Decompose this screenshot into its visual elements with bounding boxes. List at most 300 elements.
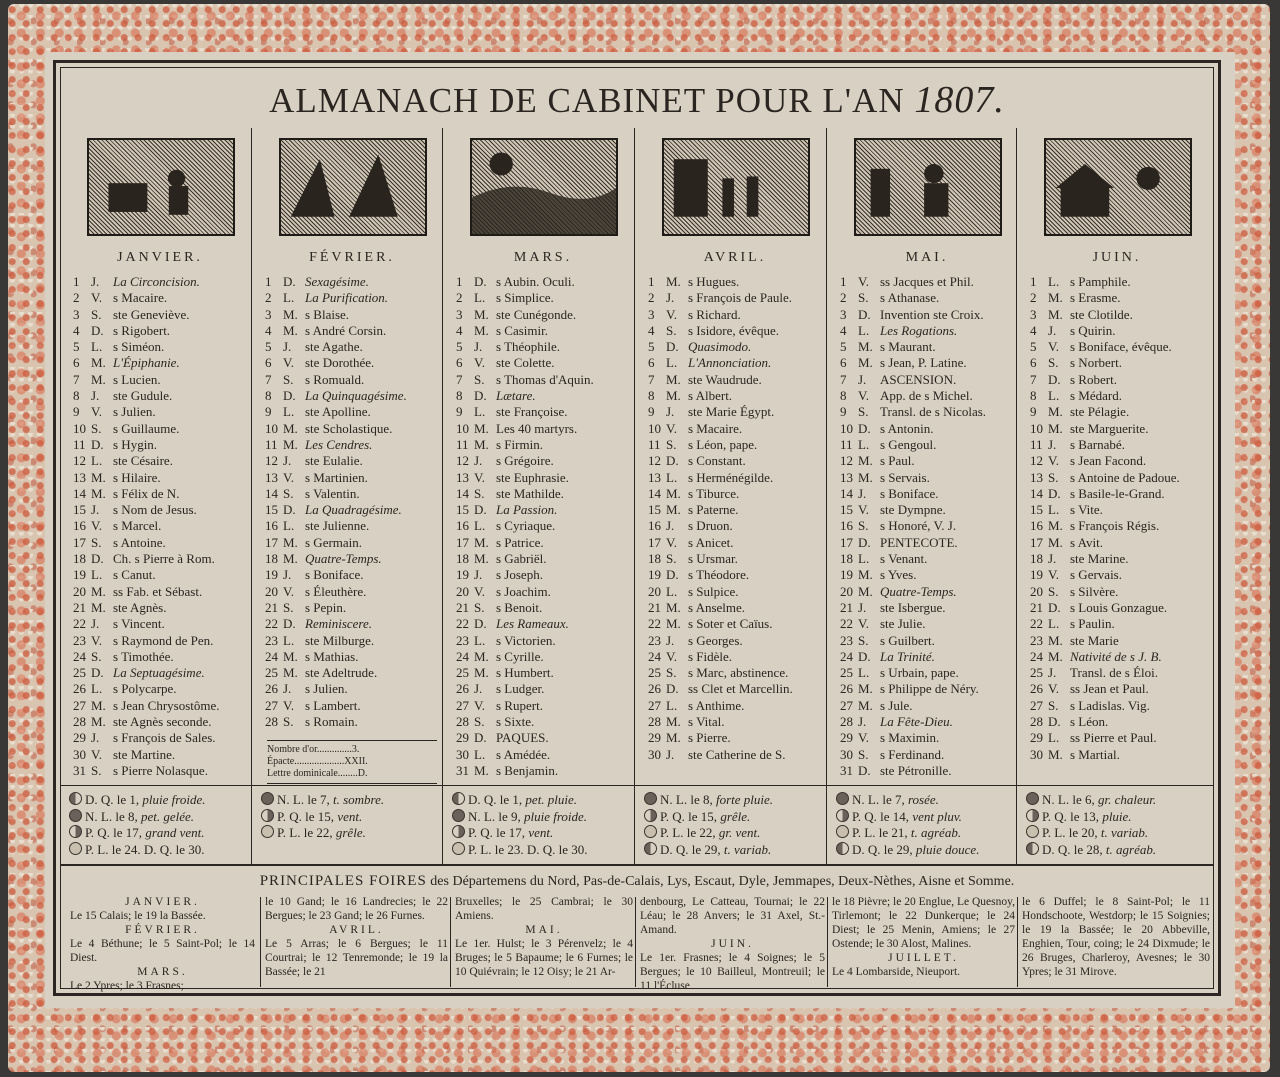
- weekday-letter: M.: [666, 371, 681, 387]
- day-number: 17: [73, 534, 86, 550]
- weekday-letter: V.: [858, 388, 869, 404]
- moon-nl-icon: [69, 809, 82, 822]
- day-row: [265, 665, 449, 681]
- day-row: [1030, 274, 1214, 290]
- saint-or-feast: s Ladislas. Vig.: [1070, 697, 1150, 713]
- day-row: [648, 437, 832, 453]
- foires-column: [1022, 895, 1210, 979]
- moon-pq-icon: [69, 825, 82, 838]
- day-row: [648, 453, 832, 469]
- weekday-letter: M.: [858, 355, 873, 371]
- weekday-letter: M.: [666, 616, 681, 632]
- day-number: 16: [265, 518, 278, 534]
- saint-or-feast: s Casimir.: [496, 322, 549, 338]
- day-row: [73, 763, 257, 779]
- day-row: [1030, 290, 1214, 306]
- day-list: [840, 274, 1024, 779]
- day-number: 15: [456, 502, 469, 518]
- day-row: [648, 714, 832, 730]
- day-number: 11: [648, 436, 661, 452]
- weekday-letter: S.: [666, 665, 677, 681]
- month-name: MAI.: [905, 250, 949, 265]
- day-number: 29: [456, 730, 469, 746]
- day-number: 13: [456, 469, 469, 485]
- day-row: [456, 323, 640, 339]
- saint-or-feast: s Jean Facond.: [1070, 453, 1147, 469]
- day-row: [265, 307, 449, 323]
- day-row: [265, 649, 449, 665]
- saint-or-feast: s Félix de N.: [113, 485, 180, 501]
- day-number: 3: [265, 306, 272, 322]
- day-row: [73, 681, 257, 697]
- day-number: 31: [456, 762, 469, 778]
- saint-or-feast: s Siméon.: [113, 339, 165, 355]
- saint-or-feast: s Raymond de Pen.: [113, 632, 214, 648]
- saint-or-feast: s Athanase.: [880, 290, 940, 306]
- weekday-letter: M.: [858, 583, 873, 599]
- weekday-letter: M.: [283, 551, 298, 567]
- day-row: [73, 567, 257, 583]
- moon-nl-icon: [452, 809, 465, 822]
- woodcut-illustration: [854, 138, 1002, 236]
- moon-dq-icon: [1026, 842, 1039, 855]
- weekday-letter: L.: [858, 551, 870, 567]
- day-number: 9: [73, 404, 80, 420]
- saint-or-feast: s Jean, P. Latine.: [880, 355, 967, 371]
- saint-or-feast: L'Annonciation.: [688, 355, 772, 371]
- day-row: [265, 698, 449, 714]
- month-name: FÉVRIER.: [309, 250, 395, 265]
- saint-or-feast: s Louis Gonzague.: [1070, 599, 1168, 615]
- day-number: 23: [265, 632, 278, 648]
- weekday-letter: V.: [283, 697, 294, 713]
- day-row: [840, 535, 1024, 551]
- weekday-letter: M.: [1048, 404, 1063, 420]
- moon-phase-line: [1026, 792, 1216, 809]
- foires-text: le 10 Gand; le 16 Landrecies; le 22 Bergues; le 23 Gand; le 26 Furnes.: [265, 896, 448, 922]
- day-number: 19: [1030, 567, 1043, 583]
- day-row: [456, 600, 640, 616]
- weekday-letter: L.: [283, 518, 295, 534]
- day-number: 11: [456, 436, 469, 452]
- day-row: [1030, 584, 1214, 600]
- weekday-letter: L.: [283, 290, 295, 306]
- weekday-letter: J.: [1048, 551, 1057, 567]
- saint-or-feast: s Martial.: [1070, 746, 1120, 762]
- moon-phase-date: P. Q. le 14,: [852, 808, 910, 824]
- day-row: [73, 584, 257, 600]
- weekday-letter: J.: [1048, 436, 1057, 452]
- day-row: [456, 355, 640, 371]
- day-number: 24: [840, 648, 853, 664]
- saint-or-feast: s Georges.: [688, 632, 743, 648]
- weekday-letter: J.: [1048, 665, 1057, 681]
- day-number: 14: [456, 485, 469, 501]
- day-number: 19: [73, 567, 86, 583]
- day-row: [456, 307, 640, 323]
- foires-text: Bruxelles; le 25 Cambrai; le 30 Amiens.: [455, 896, 633, 922]
- day-row: [456, 616, 640, 632]
- day-number: 2: [265, 290, 272, 306]
- saint-or-feast: ste Julienne.: [305, 518, 370, 534]
- day-number: 28: [265, 714, 278, 730]
- day-number: 21: [648, 599, 661, 615]
- day-row: [648, 502, 832, 518]
- day-row: [73, 551, 257, 567]
- day-row: [456, 339, 640, 355]
- weekday-letter: J.: [666, 404, 675, 420]
- day-list: [456, 274, 640, 779]
- weekday-letter: L.: [283, 632, 295, 648]
- weekday-letter: S.: [91, 762, 102, 778]
- saint-or-feast: Transl. de s Éloi.: [1070, 665, 1158, 681]
- day-number: 7: [1030, 371, 1037, 387]
- day-number: 26: [73, 681, 86, 697]
- day-row: [1030, 453, 1214, 469]
- moon-phase-line: [644, 809, 834, 826]
- moon-phase-line: [261, 825, 451, 842]
- day-row: [648, 698, 832, 714]
- saint-or-feast: La Septuagésime.: [113, 665, 205, 681]
- weekday-letter: V.: [666, 306, 677, 322]
- saint-or-feast: ste Euphrasie.: [496, 469, 569, 485]
- foires-month: MARS.: [137, 966, 188, 978]
- day-row: [456, 633, 640, 649]
- day-row: [265, 388, 449, 404]
- weekday-letter: J.: [474, 567, 483, 583]
- saint-or-feast: s Boniface, évêque.: [1070, 339, 1172, 355]
- day-row: [456, 665, 640, 681]
- day-row: [1030, 518, 1214, 534]
- day-number: 14: [840, 485, 853, 501]
- saint-or-feast: s François de Sales.: [113, 730, 216, 746]
- day-row: [265, 502, 449, 518]
- day-row: [648, 681, 832, 697]
- moon-phases: [1026, 792, 1216, 858]
- saint-or-feast: ste Colette.: [496, 355, 555, 371]
- moon-nl-icon: [261, 792, 274, 805]
- weekday-letter: D.: [666, 567, 679, 583]
- moon-phase-line: [836, 825, 1026, 842]
- day-number: 5: [456, 339, 463, 355]
- day-number: 15: [1030, 502, 1043, 518]
- weekday-letter: M.: [666, 714, 681, 730]
- saint-or-feast: s Firmin.: [496, 436, 543, 452]
- day-number: 25: [265, 665, 278, 681]
- saint-or-feast: ste Clotilde.: [1070, 306, 1133, 322]
- day-row: [840, 518, 1024, 534]
- day-number: 5: [840, 339, 847, 355]
- day-number: 9: [648, 404, 655, 420]
- saint-or-feast: s Ursmar.: [688, 551, 738, 567]
- saint-or-feast: ste Waudrude.: [688, 371, 762, 387]
- weekday-letter: S.: [474, 599, 485, 615]
- day-row: [648, 567, 832, 583]
- weekday-letter: L.: [474, 404, 486, 420]
- day-row: [456, 730, 640, 746]
- saint-or-feast: s Blaise.: [305, 306, 350, 322]
- day-row: [73, 633, 257, 649]
- saint-or-feast: s Quirin.: [1070, 322, 1116, 338]
- month-column-1: [257, 128, 447, 864]
- weekday-letter: D.: [1048, 714, 1061, 730]
- foires-divider: [1017, 897, 1018, 987]
- day-number: 21: [840, 599, 853, 615]
- day-number: 22: [1030, 616, 1043, 632]
- moon-weather: t. agréab.: [910, 825, 962, 840]
- day-row: [840, 551, 1024, 567]
- weekday-letter: J.: [91, 274, 100, 289]
- day-number: 12: [73, 453, 86, 469]
- moon-pq-icon: [452, 825, 465, 838]
- weekday-letter: L.: [474, 518, 486, 534]
- day-number: 2: [1030, 290, 1037, 306]
- foires-column: [640, 895, 825, 993]
- day-row: [840, 681, 1024, 697]
- day-number: 13: [648, 469, 661, 485]
- moon-phase-date: N. L. le 8,: [85, 808, 138, 824]
- saint-or-feast: s Guilbert.: [880, 632, 935, 648]
- day-number: 31: [840, 762, 853, 778]
- saint-or-feast: s Fidèle.: [688, 648, 733, 664]
- weekday-letter: V.: [283, 469, 294, 485]
- day-number: 29: [73, 730, 86, 746]
- saint-or-feast: s Ludger.: [496, 681, 545, 697]
- day-number: 5: [73, 339, 80, 355]
- day-row: [265, 486, 449, 502]
- day-number: 12: [648, 453, 661, 469]
- day-row: [456, 681, 640, 697]
- day-row: [840, 290, 1024, 306]
- weekday-letter: J.: [283, 339, 292, 355]
- saint-or-feast: s Anselme.: [688, 599, 746, 615]
- weekday-letter: V.: [283, 355, 294, 371]
- day-row: [73, 339, 257, 355]
- day-number: 6: [840, 355, 847, 371]
- day-number: 3: [648, 306, 655, 322]
- moon-phase-line: [69, 825, 259, 842]
- weekday-letter: S.: [1048, 469, 1059, 485]
- weekday-letter: L.: [1048, 616, 1060, 632]
- day-row: [648, 600, 832, 616]
- moon-phase-date: P. L. le 22,: [277, 825, 333, 840]
- day-number: 18: [648, 551, 661, 567]
- day-number: 5: [1030, 339, 1037, 355]
- weekday-letter: M.: [858, 697, 873, 713]
- weekday-letter: M.: [858, 339, 873, 355]
- day-row: [1030, 714, 1214, 730]
- saint-or-feast: ss Clet et Marcellin.: [688, 681, 793, 697]
- saint-or-feast: s Cyrille.: [496, 648, 544, 664]
- weekday-letter: D.: [1048, 371, 1061, 387]
- saint-or-feast: s Léon.: [1070, 714, 1109, 730]
- moon-weather: grand vent.: [145, 825, 205, 840]
- weekday-letter: M.: [283, 420, 298, 436]
- weekday-letter: M.: [91, 355, 106, 371]
- saint-or-feast: ste Geneviève.: [113, 306, 190, 322]
- weekday-letter: M.: [474, 534, 489, 550]
- day-row: [840, 698, 1024, 714]
- moon-dq-icon: [836, 842, 849, 855]
- moon-phases: [644, 792, 834, 858]
- column-divider: [826, 128, 827, 864]
- weekday-letter: V.: [666, 420, 677, 436]
- moon-nl-icon: [644, 792, 657, 805]
- weekday-letter: S.: [283, 371, 294, 387]
- moon-pq-icon: [836, 809, 849, 822]
- moon-phase-line: [1026, 825, 1216, 842]
- day-row: [648, 339, 832, 355]
- saint-or-feast: ste Mathilde.: [496, 485, 564, 501]
- moon-phase-line: [261, 792, 451, 809]
- woodcut-illustration: [279, 138, 427, 236]
- day-row: [456, 421, 640, 437]
- weekday-letter: V.: [1048, 453, 1059, 469]
- woodcut-illustration: [662, 138, 810, 236]
- day-number: 26: [456, 681, 469, 697]
- month-column-2: [448, 128, 638, 864]
- weekday-letter: S.: [283, 714, 294, 730]
- weekday-letter: S.: [91, 648, 102, 664]
- moon-phase-date: P. Q. le 13,: [1042, 808, 1100, 824]
- saint-or-feast: s François de Paule.: [688, 290, 792, 306]
- weekday-letter: M.: [91, 697, 106, 713]
- saint-or-feast: s Maurant.: [880, 339, 936, 355]
- day-number: 7: [840, 371, 847, 387]
- weekday-letter: L.: [1048, 730, 1060, 746]
- saint-or-feast: s Honoré, V. J.: [880, 518, 957, 534]
- saint-or-feast: s Venant.: [880, 551, 928, 567]
- foires-divider: [635, 897, 636, 987]
- moon-weather: vent pluv.: [912, 808, 962, 824]
- saint-or-feast: s Marcel.: [113, 518, 162, 534]
- day-row: [456, 437, 640, 453]
- weekday-letter: M.: [474, 436, 489, 452]
- foires-text: Le 1er. Frasnes; le 4 Soignes; le 5 Bergues; le 10 Bailleul, Montreuil; le 11 l'Écluse: [640, 952, 825, 992]
- day-number: 15: [840, 502, 853, 518]
- day-number: 16: [456, 518, 469, 534]
- day-row: [840, 714, 1024, 730]
- weekday-letter: M.: [91, 469, 106, 485]
- day-row: [73, 600, 257, 616]
- column-divider: [634, 128, 635, 864]
- weekday-letter: M.: [1048, 306, 1063, 322]
- saint-or-feast: ASCENSION.: [880, 371, 957, 387]
- day-number: 5: [265, 339, 272, 355]
- moon-pl-icon: [261, 825, 274, 838]
- saint-or-feast: s Richard.: [688, 306, 741, 322]
- woodcut-illustration: [1044, 138, 1192, 236]
- moon-weather: t. sombre.: [332, 792, 385, 807]
- day-row: [73, 486, 257, 502]
- weekday-letter: S.: [474, 371, 485, 387]
- day-number: 23: [1030, 632, 1043, 648]
- weekday-letter: M.: [474, 665, 489, 681]
- weekday-letter: M.: [474, 762, 489, 778]
- day-row: [648, 470, 832, 486]
- weekday-letter: J.: [666, 290, 675, 306]
- saint-or-feast: s Germain.: [305, 534, 363, 550]
- day-number: 18: [456, 551, 469, 567]
- weekday-letter: V.: [474, 355, 485, 371]
- foires-divider: [827, 897, 828, 987]
- day-number: 30: [1030, 746, 1043, 762]
- weekday-letter: M.: [91, 371, 106, 387]
- day-number: 7: [73, 371, 80, 387]
- day-number: 18: [840, 551, 853, 567]
- weekday-letter: V.: [666, 534, 677, 550]
- saint-or-feast: s Maximin.: [880, 730, 940, 746]
- saint-or-feast: ste Marie: [1070, 632, 1119, 648]
- day-row: [1030, 372, 1214, 388]
- day-row: [840, 470, 1024, 486]
- saint-or-feast: s Isidore, évêque.: [688, 322, 779, 338]
- moon-weather: t. variab.: [1100, 825, 1149, 840]
- day-row: [840, 730, 1024, 746]
- day-number: 25: [840, 665, 853, 681]
- day-row: [73, 437, 257, 453]
- weekday-letter: S.: [91, 420, 102, 436]
- saint-or-feast: s Hilaire.: [113, 469, 161, 485]
- saint-or-feast: s Nom de Jesus.: [113, 502, 197, 518]
- computus-box: [267, 740, 437, 784]
- day-number: 1: [840, 274, 847, 289]
- weekday-letter: L.: [283, 404, 295, 420]
- day-row: [840, 502, 1024, 518]
- saint-or-feast: ste Pélagie.: [1070, 404, 1130, 420]
- day-number: 9: [1030, 404, 1037, 420]
- day-row: [648, 730, 832, 746]
- moon-phase-date: P. L. le 20,: [1042, 825, 1098, 840]
- weekday-letter: D.: [91, 436, 104, 452]
- foires-text: Le 4 Béthune; le 5 Saint-Pol; le 14 Diest.: [70, 938, 255, 964]
- day-number: 17: [456, 534, 469, 550]
- weekday-letter: V.: [666, 648, 677, 664]
- weekday-letter: M.: [91, 583, 106, 599]
- saint-or-feast: s Paterne.: [688, 502, 739, 518]
- weekday-letter: V.: [91, 290, 102, 306]
- saint-or-feast: s Robert.: [1070, 371, 1117, 387]
- saint-or-feast: ste Milburge.: [305, 632, 375, 648]
- weekday-letter: D.: [858, 762, 871, 778]
- foires-month: JUIN.: [711, 938, 754, 950]
- foires-title-caps: PRINCIPALES FOIRES: [259, 873, 427, 889]
- day-row: [265, 470, 449, 486]
- weekday-letter: M.: [666, 274, 681, 289]
- saint-or-feast: s Gervais.: [1070, 567, 1122, 583]
- day-number: 10: [1030, 420, 1043, 436]
- day-row: [1030, 535, 1214, 551]
- day-number: 20: [840, 583, 853, 599]
- weekday-letter: S.: [474, 714, 485, 730]
- day-number: 26: [648, 681, 661, 697]
- moon-phase-line: [69, 842, 259, 859]
- weekday-letter: M.: [1048, 534, 1063, 550]
- day-number: 1: [1030, 274, 1037, 289]
- weekday-letter: L.: [91, 453, 103, 469]
- day-number: 14: [73, 485, 86, 501]
- day-number: 27: [73, 697, 86, 713]
- saint-or-feast: s Macaire.: [688, 420, 743, 436]
- day-number: 7: [265, 371, 272, 387]
- weekday-letter: M.: [283, 665, 298, 681]
- saint-or-feast: s Joachim.: [496, 583, 551, 599]
- moon-divider: [634, 786, 635, 864]
- month-column-4: [832, 128, 1022, 864]
- day-number: 18: [1030, 551, 1043, 567]
- saint-or-feast: ste Pétronille.: [880, 762, 952, 778]
- day-number: 22: [265, 616, 278, 632]
